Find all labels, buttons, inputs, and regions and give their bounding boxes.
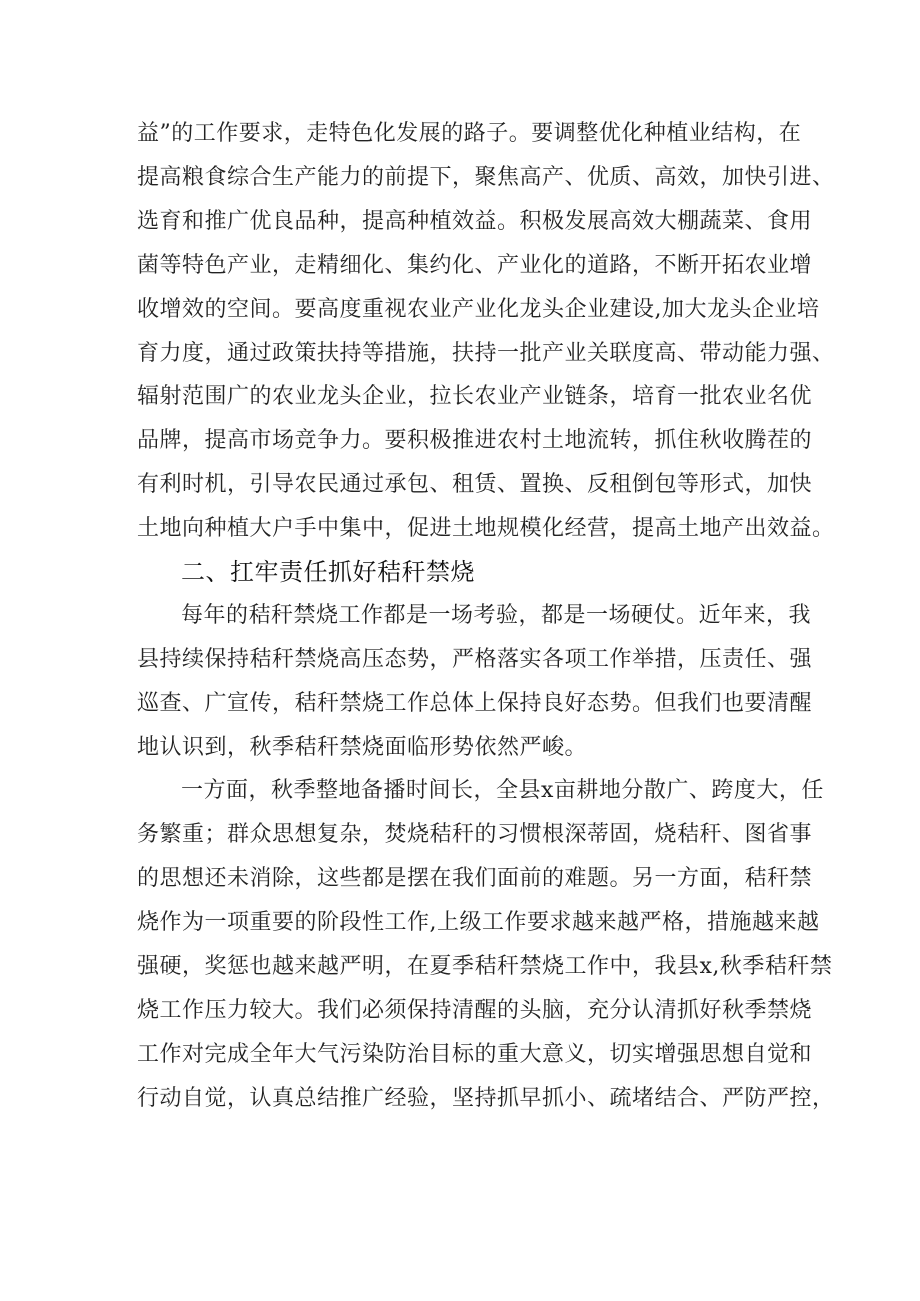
paragraph-3-line: 的思想还未消除，这些都是摆在我们面前的难题。另一方面，秸秆禁 bbox=[137, 866, 813, 891]
paragraph-1-line: 有利时机，引导农民通过承包、租赁、置换、反租倒包等形式，加快 bbox=[137, 472, 813, 497]
paragraph-2-line: 巡查、广宣传，秸秆禁烧工作总体上保持良好态势。但我们也要清醒 bbox=[137, 691, 813, 716]
paragraph-1-line: 提高粮食综合生产能力的前提下，聚焦高产、优质、高效，加快引进、 bbox=[137, 165, 835, 190]
paragraph-3-line: 烧作为一项重要的阶段性工作,上级工作要求越来越严格，措施越来越 bbox=[137, 910, 820, 935]
paragraph-3-line: 工作对完成全年大气污染防治目标的重大意义，切实增强思想自觉和 bbox=[137, 1042, 813, 1067]
paragraph-1-line: 益”的工作要求，走特色化发展的路子。要调整优化种植业结构，在 bbox=[137, 121, 802, 146]
paragraph-2-line: 每年的秸秆禁烧工作都是一场考验，都是一场硬仗。近年来，我 bbox=[181, 603, 812, 628]
section-heading: 二、扛牢责任抓好秸秆禁烧 bbox=[181, 558, 475, 586]
paragraph-3-line: 行动自觉，认真总结推广经验，坚持抓早抓小、疏堵结合、严防严控， bbox=[137, 1086, 835, 1111]
paragraph-1-line: 品牌，提高市场竞争力。要积极推进农村土地流转，抓住秋收腾茬的 bbox=[137, 428, 813, 453]
paragraph-3-line: 务繁重；群众思想复杂，焚烧秸秆的习惯根深蒂固，烧秸秆、图省事 bbox=[137, 822, 813, 847]
paragraph-1-line: 菌等特色产业，走精细化、集约化、产业化的道路，不断开拓农业增 bbox=[137, 253, 813, 278]
paragraph-3-line: 烧工作压力较大。我们必须保持清醒的头脑，充分认清抓好秋季禁烧 bbox=[137, 998, 813, 1023]
paragraph-3-line: 一方面，秋季整地备播时间长，全县x亩耕地分散广、跨度大，任 bbox=[181, 778, 824, 803]
paragraph-2-line: 县持续保持秸秆禁烧高压态势，严格落实各项工作举措，压责任、强 bbox=[137, 647, 813, 672]
paragraph-2-line: 地认识到，秋季秸秆禁烧面临形势依然严峻。 bbox=[137, 735, 588, 760]
paragraph-3-line: 强硬，奖惩也越来越严明，在夏季秸秆禁烧工作中，我县x,秋季秸秆禁 bbox=[137, 954, 833, 979]
paragraph-1-line: 育力度，通过政策扶持等措施，扶持一批产业关联度高、带动能力强、 bbox=[137, 341, 835, 366]
paragraph-1-line: 收增效的空间。要高度重视农业产业化龙头企业建设,加大龙头企业培 bbox=[137, 297, 820, 322]
paragraph-1-line: 辐射范围广的农业龙头企业，拉长农业产业链条，培育一批农业名优 bbox=[137, 384, 813, 409]
paragraph-1-line: 土地向种植大户手中集中，促进土地规模化经营，提高土地产出效益。 bbox=[137, 516, 835, 541]
paragraph-1-line: 选育和推广优良品种，提高种植效益。积极发展高效大棚蔬菜、食用 bbox=[137, 209, 813, 234]
